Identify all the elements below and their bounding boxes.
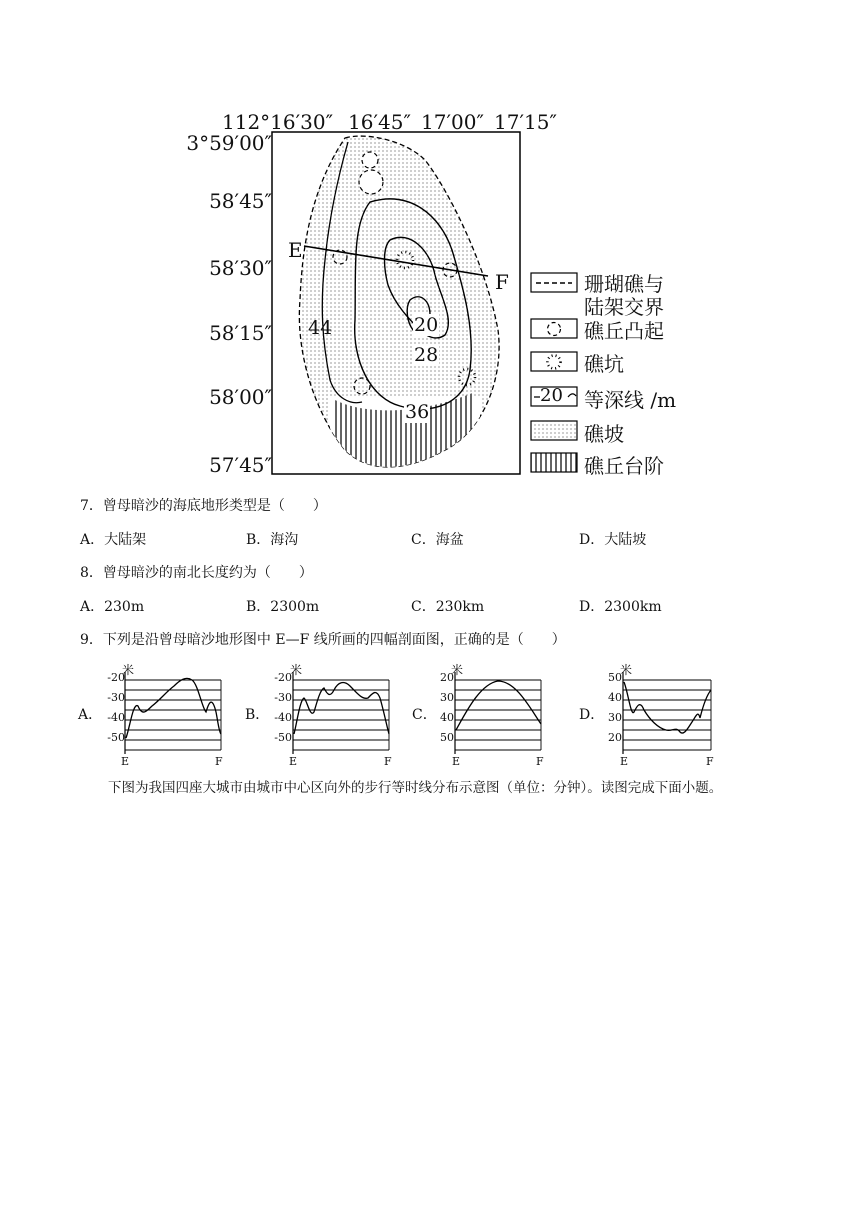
lat-label-5: 58′00″ (209, 385, 272, 409)
profile-d-f: F (706, 755, 714, 768)
legend-mound-label: 礁丘凸起 (584, 319, 664, 343)
legend-terrace-symbol (530, 452, 580, 474)
profile-c-chart (454, 672, 544, 754)
lat-label-1: 3°59′00″ (186, 131, 272, 155)
lon-label-2: 16′45″ (348, 110, 411, 134)
profile-c-e: E (452, 755, 461, 768)
profile-a-chart (124, 672, 224, 754)
profile-d-e: E (620, 755, 629, 768)
profile-d-letter: D． (579, 707, 605, 723)
profile-a-f: F (215, 755, 223, 768)
profile-c-f: F (536, 755, 544, 768)
contour-label-44: 44 (308, 317, 333, 339)
question-7-stem: 7．曾母暗沙的海底地形类型是（ ） (80, 498, 327, 514)
profile-c-tick: 50 (440, 731, 454, 744)
profile-d-tick: 20 (608, 731, 622, 744)
contour-label-20: 20 (414, 314, 439, 336)
profile-c-tick: 40 (440, 711, 454, 724)
profile-b-tick: -20 (274, 671, 292, 684)
legend-boundary-label-2: 陆架交界 (584, 295, 664, 319)
profile-b-unit: 米 (290, 663, 303, 677)
profile-d-unit: 米 (620, 663, 633, 677)
profile-b-chart (292, 672, 392, 754)
profile-d-chart (622, 672, 714, 754)
profile-b-e: E (289, 755, 298, 768)
lat-label-3: 58′30″ (209, 256, 272, 280)
legend-boundary-symbol (530, 272, 580, 294)
legend-pit-symbol (530, 351, 580, 373)
profile-d-tick: 40 (608, 691, 622, 704)
legend-slope-label: 礁坡 (584, 422, 624, 446)
legend-terrace-label: 礁丘台阶 (584, 454, 664, 478)
profile-d-tick: 50 (608, 671, 622, 684)
reef-map-svg (270, 130, 522, 478)
legend-slope-symbol (530, 420, 580, 442)
legend-isobath-number: 20 (540, 385, 563, 406)
profile-a-tick: -40 (107, 711, 125, 724)
lon-label-1: 112°16′30″ (222, 110, 334, 134)
profile-d-tick: 30 (608, 711, 622, 724)
lat-label-4: 58′15″ (209, 321, 272, 345)
lat-label-2: 58′45″ (209, 189, 272, 213)
legend-isobath-label: 等深线 /m (584, 388, 677, 412)
lat-label-6: 57′45″ (209, 453, 272, 477)
question-9-stem: 9．下列是沿曾母暗沙地形图中 E—F 线所画的四幅剖面图，正确的是（ ） (80, 632, 566, 648)
profile-c-letter: C． (412, 707, 437, 723)
question-8-option-c[interactable]: C．230km (411, 599, 485, 615)
contour-label-36: 36 (405, 401, 430, 423)
question-7-option-d[interactable]: D．大陆坡 (579, 532, 647, 548)
profile-c-tick: 30 (440, 691, 454, 704)
profile-a-tick: -50 (107, 731, 125, 744)
profile-a-tick: -30 (107, 691, 125, 704)
legend-mound-symbol (530, 318, 580, 340)
profile-b-tick: -40 (274, 711, 292, 724)
reef-mound (359, 170, 383, 194)
profile-a-letter: A． (78, 707, 103, 723)
profile-b-letter: B． (245, 707, 270, 723)
profile-a-tick: -20 (107, 671, 125, 684)
lon-label-3: 17′00″ (421, 110, 484, 134)
profile-c-unit: 米 (451, 663, 464, 677)
question-8-option-d[interactable]: D．2300km (579, 599, 662, 615)
question-8-stem: 8．曾母暗沙的南北长度约为（ ） (80, 565, 313, 581)
profile-c-tick: 20 (440, 671, 454, 684)
question-7-option-a[interactable]: A．大陆架 (80, 532, 147, 548)
question-8-option-b[interactable]: B．2300m (246, 599, 320, 615)
profile-a-unit: 米 (122, 663, 135, 677)
next-section-intro: 下图为我国四座大城市由城市中心区向外的步行等时线分布示意图（单位：分钟）。读图完成下面小题。 (108, 780, 723, 796)
point-f-label: F (495, 270, 509, 294)
profile-b-f: F (384, 755, 392, 768)
question-8-option-a[interactable]: A．230m (80, 599, 145, 615)
legend-boundary-label-1: 珊瑚礁与 (584, 272, 664, 296)
profile-b-tick: -30 (274, 691, 292, 704)
question-7-option-c[interactable]: C．海盆 (411, 532, 464, 548)
profile-a-e: E (121, 755, 130, 768)
lon-label-4: 17′15″ (494, 110, 557, 134)
profile-b-tick: -50 (274, 731, 292, 744)
legend-pit-label: 礁坑 (584, 352, 624, 376)
reef-mound (362, 152, 378, 168)
contour-label-28: 28 (414, 344, 439, 366)
point-e-label: E (288, 238, 303, 262)
question-7-option-b[interactable]: B．海沟 (246, 532, 299, 548)
